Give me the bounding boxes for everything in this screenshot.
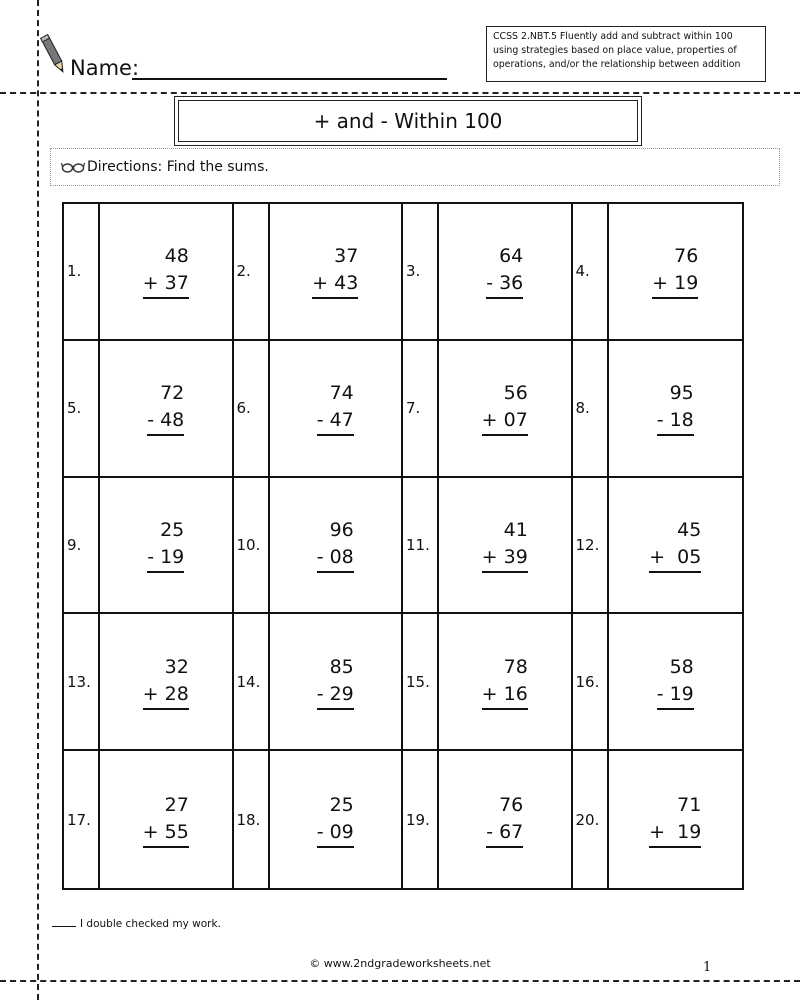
problem-cell (573, 751, 743, 888)
bottom-operand: - 36 (486, 270, 523, 299)
problem-stack (317, 654, 354, 710)
problem-expression (270, 204, 402, 339)
problem-number: 3. (403, 204, 439, 339)
problem-stack (486, 792, 523, 848)
problem-stack (486, 243, 523, 299)
bottom-operand: + 43 (312, 270, 358, 299)
problem-cell (403, 478, 573, 615)
problem-number: 8. (573, 341, 609, 476)
name-field[interactable] (132, 78, 447, 80)
bottom-operand: - 18 (657, 407, 694, 436)
bottom-operand: + 16 (482, 681, 528, 710)
problem-cell (234, 614, 404, 751)
problem-cell (234, 751, 404, 888)
top-number: 95 (669, 382, 694, 405)
problem-expression (609, 751, 743, 888)
bottom-operand: - 19 (147, 544, 184, 573)
problem-stack (482, 517, 528, 573)
problem-expression (270, 341, 402, 476)
problem-stack (147, 380, 184, 436)
problem-number: 14. (234, 614, 270, 749)
problem-stack (652, 243, 698, 299)
problem-stack (657, 380, 694, 436)
problem-stack (143, 243, 189, 299)
glasses-icon (61, 160, 85, 174)
top-number: 85 (329, 655, 354, 678)
problem-cell (403, 204, 573, 341)
problem-number: 19. (403, 751, 439, 888)
copyright: © www.2ndgradeworksheets.net (309, 957, 491, 970)
problem-cell (234, 341, 404, 478)
self-check (52, 918, 221, 930)
problem-number: 16. (573, 614, 609, 749)
problem-stack (143, 792, 189, 848)
problem-stack (317, 517, 354, 573)
problem-stack (649, 517, 701, 573)
bottom-operand: - 09 (317, 819, 354, 848)
problem-expression (100, 751, 232, 888)
problem-number: 18. (234, 751, 270, 888)
top-number: 71 (677, 793, 702, 816)
title-box (174, 96, 642, 146)
problem-cell (64, 341, 234, 478)
bottom-operand: + 19 (652, 270, 698, 299)
top-number: 78 (503, 655, 528, 678)
standard-box: CCSS 2.NBT.5 Fluently add and subtract within 100 using strategies based on place value, properties of operations, and/or the relationship between addition (486, 26, 766, 82)
pencil-icon (40, 32, 68, 78)
problem-number: 5. (64, 341, 100, 476)
problem-cell (573, 614, 743, 751)
problem-stack (317, 380, 354, 436)
bottom-operand: - 47 (317, 407, 354, 436)
top-number: 25 (160, 518, 185, 541)
problem-number: 13. (64, 614, 100, 749)
bottom-operand: + 37 (143, 270, 189, 299)
check-blank[interactable] (52, 926, 76, 927)
bottom-operand: - 08 (317, 544, 354, 573)
problem-cell (64, 204, 234, 341)
problem-number: 17. (64, 751, 100, 888)
problem-expression (100, 614, 232, 749)
top-number: 56 (503, 382, 528, 405)
bottom-operand: + 55 (143, 819, 189, 848)
problem-cell (573, 478, 743, 615)
problem-cell (64, 751, 234, 888)
top-number: 76 (674, 245, 699, 268)
problem-stack (657, 654, 694, 710)
problem-cell (234, 478, 404, 615)
top-number: 76 (499, 793, 524, 816)
problem-expression (270, 478, 402, 613)
top-number: 72 (160, 382, 185, 405)
problem-expression (439, 751, 571, 888)
problem-number: 12. (573, 478, 609, 613)
top-number: 64 (499, 245, 524, 268)
problem-expression (439, 478, 571, 613)
top-number: 58 (669, 655, 694, 678)
problem-expression (100, 478, 232, 613)
problem-number: 1. (64, 204, 100, 339)
problem-number: 9. (64, 478, 100, 613)
problem-number: 20. (573, 751, 609, 888)
problem-expression (439, 614, 571, 749)
bottom-operand: - 48 (147, 407, 184, 436)
problem-expression (609, 204, 743, 339)
problem-expression (100, 204, 232, 339)
problem-expression (609, 478, 743, 613)
problem-stack (317, 792, 354, 848)
problem-cell (64, 614, 234, 751)
problem-expression (270, 751, 402, 888)
problem-expression (609, 341, 743, 476)
name-label: Name: (70, 56, 140, 80)
problem-cell (573, 204, 743, 341)
bottom-operand: - 19 (657, 681, 694, 710)
problem-stack (312, 243, 358, 299)
problem-expression (439, 204, 571, 339)
problem-stack (482, 380, 528, 436)
check-text: I double checked my work. (80, 918, 221, 930)
top-number: 48 (164, 245, 189, 268)
bottom-operand: + 28 (143, 681, 189, 710)
problem-stack (649, 792, 701, 848)
problem-number: 10. (234, 478, 270, 613)
directions-text: Directions: Find the sums. (87, 159, 269, 175)
problem-expression (439, 341, 571, 476)
page-number: 1 (703, 960, 712, 975)
problem-cell (403, 751, 573, 888)
top-number: 74 (329, 382, 354, 405)
problem-number: 2. (234, 204, 270, 339)
problem-number: 4. (573, 204, 609, 339)
problem-number: 6. (234, 341, 270, 476)
bottom-operand: + 07 (482, 407, 528, 436)
cut-line-bottom (0, 980, 800, 982)
problem-stack (143, 654, 189, 710)
top-number: 41 (503, 518, 528, 541)
top-number: 27 (164, 793, 189, 816)
page-title: + and - Within 100 (178, 100, 638, 142)
bottom-operand: + 05 (649, 544, 701, 573)
top-number: 32 (164, 655, 189, 678)
problem-expression (609, 614, 743, 749)
top-number: 25 (329, 793, 354, 816)
problem-stack (482, 654, 528, 710)
top-number: 45 (677, 518, 702, 541)
problem-expression (100, 341, 232, 476)
top-number: 37 (334, 245, 359, 268)
top-number: 96 (329, 518, 354, 541)
problem-cell (64, 478, 234, 615)
problem-number: 7. (403, 341, 439, 476)
problem-cell (573, 341, 743, 478)
cut-line-left (37, 0, 39, 1000)
bottom-operand: - 29 (317, 681, 354, 710)
problem-cell (403, 614, 573, 751)
cut-line-top (0, 92, 800, 94)
bottom-operand: + 39 (482, 544, 528, 573)
directions-bar (50, 148, 780, 186)
problem-cell (403, 341, 573, 478)
problem-expression (270, 614, 402, 749)
problem-number: 15. (403, 614, 439, 749)
problem-stack (147, 517, 184, 573)
problem-number: 11. (403, 478, 439, 613)
problem-cell (234, 204, 404, 341)
bottom-operand: + 19 (649, 819, 701, 848)
problem-grid (62, 202, 744, 890)
bottom-operand: - 67 (486, 819, 523, 848)
